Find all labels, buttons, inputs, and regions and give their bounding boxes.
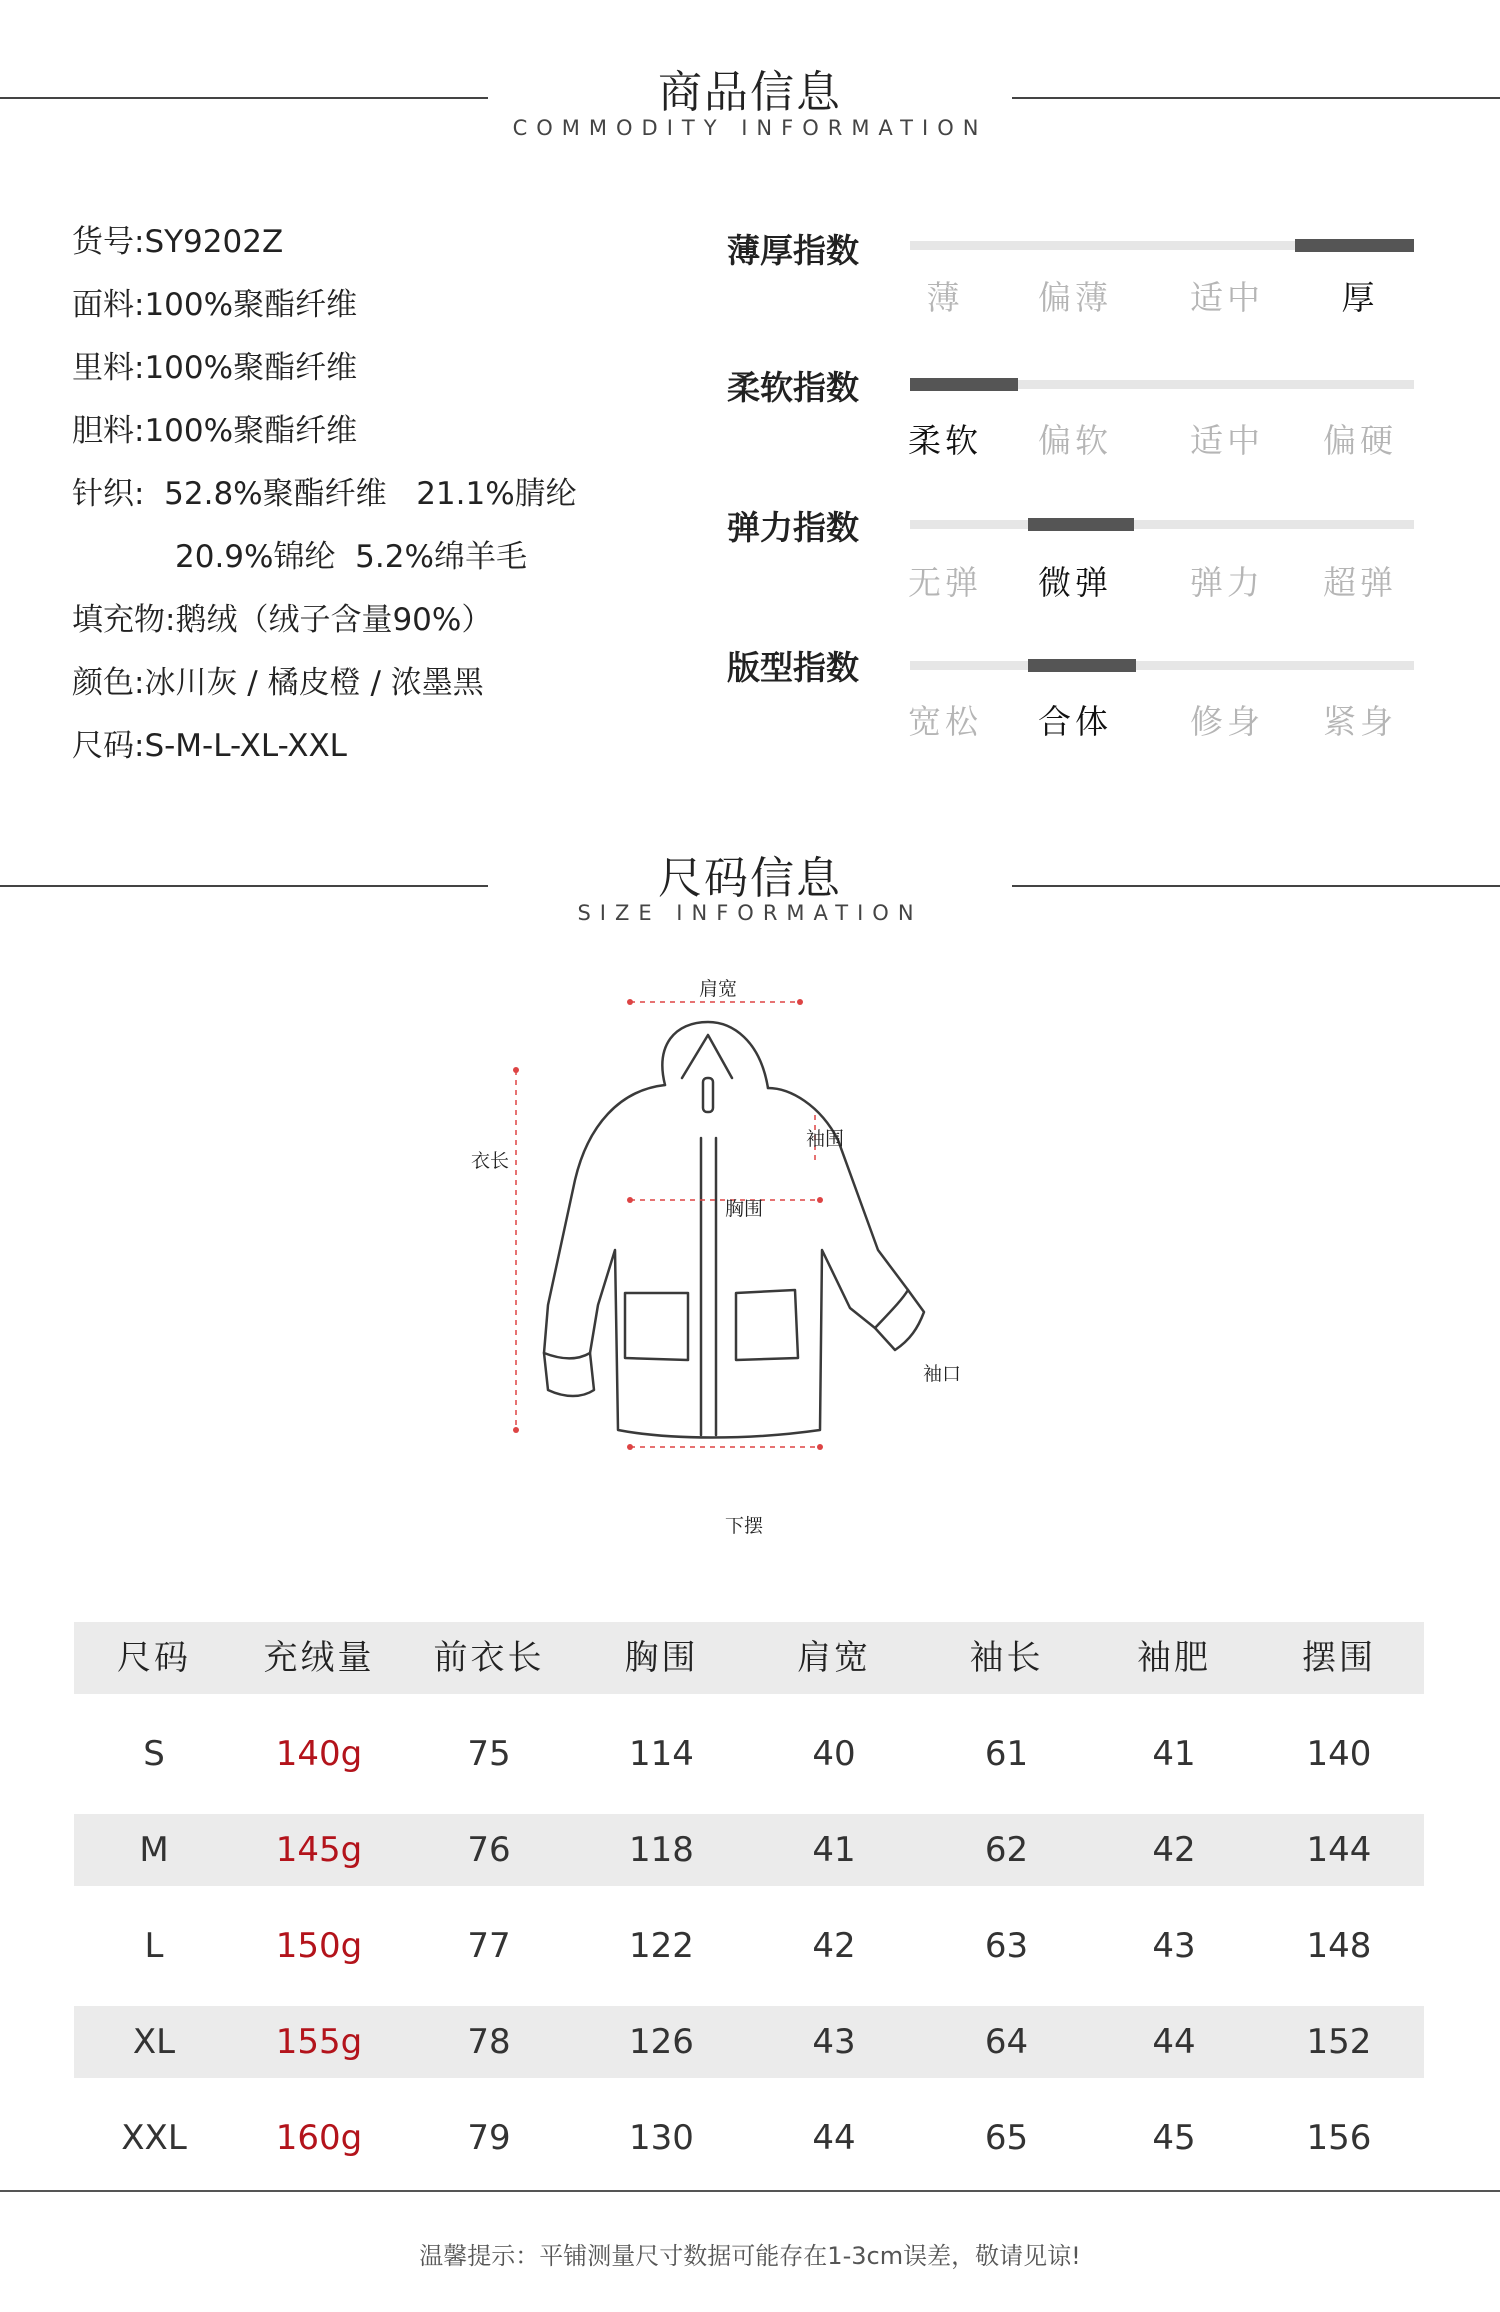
table-cell: 43 bbox=[812, 2022, 856, 2062]
table-cell: 160g bbox=[275, 2118, 363, 2158]
index-option: 合体 bbox=[1038, 702, 1112, 741]
table-cell: 45 bbox=[1152, 2118, 1196, 2158]
diagram-label-cuff: 袖口 bbox=[922, 1363, 962, 1385]
size-subtitle: SIZE INFORMATION bbox=[577, 901, 923, 925]
index-marker bbox=[1028, 518, 1134, 531]
index-option: 弹力 bbox=[1190, 563, 1264, 602]
footer-note: 温馨提示：平铺测量尺寸数据可能存在1-3cm误差，敬请见谅! bbox=[419, 2242, 1081, 2270]
table-cell: 77 bbox=[467, 1926, 511, 1966]
index-label: 柔软指数 bbox=[727, 368, 859, 407]
footer-rule bbox=[0, 2190, 1500, 2192]
table-header-cell: 袖长 bbox=[969, 1638, 1044, 1678]
table-cell: S bbox=[143, 1734, 165, 1774]
index-option: 超弹 bbox=[1323, 563, 1397, 602]
index-option: 紧身 bbox=[1323, 702, 1397, 741]
table-cell: 150g bbox=[275, 1926, 363, 1966]
table-cell: XL bbox=[132, 2022, 176, 2062]
table-row bbox=[74, 2102, 1424, 2174]
table-cell: XXL bbox=[121, 2118, 187, 2158]
table-header-cell: 尺码 bbox=[117, 1638, 191, 1678]
table-cell: 155g bbox=[275, 2022, 363, 2062]
index-option: 薄 bbox=[926, 278, 964, 317]
index-option: 偏薄 bbox=[1038, 278, 1112, 317]
table-header-cell: 肩宽 bbox=[797, 1638, 871, 1678]
index-option: 无弹 bbox=[908, 563, 982, 602]
size-table bbox=[74, 1622, 1424, 2174]
info-lining: 里料:100%聚酯纤维 bbox=[72, 350, 358, 386]
table-header-row bbox=[74, 1622, 1424, 1694]
index-option: 厚 bbox=[1341, 278, 1379, 317]
info-item-number: 货号:SY9202Z bbox=[72, 224, 284, 260]
index-label: 弹力指数 bbox=[727, 508, 859, 547]
table-cell: 40 bbox=[812, 1734, 856, 1774]
table-row bbox=[74, 1814, 1424, 1886]
table-cell: 114 bbox=[629, 1734, 694, 1774]
table-cell: 65 bbox=[984, 2118, 1029, 2158]
info-inner: 胆料:100%聚酯纤维 bbox=[72, 413, 358, 449]
table-cell: 144 bbox=[1306, 1830, 1372, 1870]
table-cell: 42 bbox=[812, 1926, 856, 1966]
table-cell: 62 bbox=[984, 1830, 1029, 1870]
table-cell: 118 bbox=[629, 1830, 694, 1870]
index-marker bbox=[1028, 659, 1136, 672]
table-cell: 44 bbox=[1152, 2022, 1196, 2062]
table-cell: 63 bbox=[984, 1926, 1029, 1966]
table-cell: M bbox=[139, 1830, 169, 1870]
table-cell: 41 bbox=[812, 1830, 856, 1870]
info-fabric: 面料:100%聚酯纤维 bbox=[72, 287, 358, 323]
commodity-subtitle: COMMODITY INFORMATION bbox=[512, 116, 988, 140]
table-header-cell: 袖肥 bbox=[1137, 1638, 1211, 1678]
diagram-label-hem: 下摆 bbox=[724, 1515, 764, 1537]
table-header-cell: 前衣长 bbox=[433, 1638, 545, 1678]
index-marker bbox=[910, 378, 1018, 391]
table-cell: 148 bbox=[1306, 1926, 1372, 1966]
index-option: 偏硬 bbox=[1323, 421, 1397, 460]
table-cell: 76 bbox=[467, 1830, 511, 1870]
index-option: 宽松 bbox=[908, 702, 982, 741]
table-cell: 42 bbox=[1152, 1830, 1196, 1870]
table-cell: 152 bbox=[1306, 2022, 1372, 2062]
table-header-cell: 充绒量 bbox=[263, 1638, 375, 1678]
table-row bbox=[74, 1718, 1424, 1790]
index-marker bbox=[1295, 239, 1414, 252]
info-knit: 针织: 52.8%聚酯纤维 21.1%腈纶 bbox=[72, 476, 577, 512]
index-label: 版型指数 bbox=[727, 648, 859, 687]
commodity-title: 商品信息 bbox=[658, 67, 842, 118]
index-option: 适中 bbox=[1190, 421, 1264, 460]
table-cell: 130 bbox=[629, 2118, 694, 2158]
table-cell: 122 bbox=[629, 1926, 694, 1966]
size-title: 尺码信息 bbox=[658, 853, 842, 904]
table-row bbox=[74, 1910, 1424, 1982]
info-filling: 填充物:鹅绒（绒子含量90%） bbox=[72, 602, 493, 638]
index-track bbox=[910, 661, 1414, 670]
coat-measurement-diagram bbox=[470, 960, 1050, 1560]
table-cell: L bbox=[144, 1926, 164, 1966]
table-cell: 140 bbox=[1306, 1734, 1372, 1774]
index-option: 偏软 bbox=[1038, 421, 1112, 460]
table-header-cell: 胸围 bbox=[624, 1638, 699, 1678]
info-sizes: 尺码:S-M-L-XL-XXL bbox=[72, 728, 347, 764]
diagram-label-sleeve: 袖围 bbox=[805, 1128, 845, 1150]
info-knit-continued: 20.9%锦纶 5.2%绵羊毛 bbox=[175, 539, 527, 575]
index-option: 修身 bbox=[1190, 702, 1264, 741]
table-cell: 78 bbox=[467, 2022, 511, 2062]
table-header-cell: 摆围 bbox=[1302, 1638, 1376, 1678]
diagram-label-length: 衣长 bbox=[470, 1150, 510, 1172]
index-option: 柔软 bbox=[908, 421, 982, 460]
table-cell: 156 bbox=[1306, 2118, 1372, 2158]
diagram-label-shoulder: 肩宽 bbox=[698, 978, 738, 1000]
index-label: 薄厚指数 bbox=[727, 231, 859, 270]
table-cell: 79 bbox=[467, 2118, 511, 2158]
table-cell: 44 bbox=[812, 2118, 856, 2158]
table-cell: 145g bbox=[275, 1830, 363, 1870]
table-cell: 61 bbox=[984, 1734, 1029, 1774]
table-cell: 126 bbox=[629, 2022, 694, 2062]
table-cell: 43 bbox=[1152, 1926, 1196, 1966]
diagram-label-chest: 胸围 bbox=[724, 1198, 764, 1220]
info-colors: 颜色:冰川灰 / 橘皮橙 / 浓墨黑 bbox=[72, 665, 484, 701]
index-track bbox=[910, 520, 1414, 529]
index-track bbox=[910, 241, 1414, 250]
index-track bbox=[910, 380, 1414, 389]
index-option: 适中 bbox=[1190, 278, 1264, 317]
index-option: 微弹 bbox=[1038, 563, 1112, 602]
table-cell: 140g bbox=[275, 1734, 363, 1774]
table-cell: 75 bbox=[467, 1734, 511, 1774]
table-cell: 41 bbox=[1152, 1734, 1196, 1774]
table-row bbox=[74, 2006, 1424, 2078]
table-cell: 64 bbox=[984, 2022, 1029, 2062]
